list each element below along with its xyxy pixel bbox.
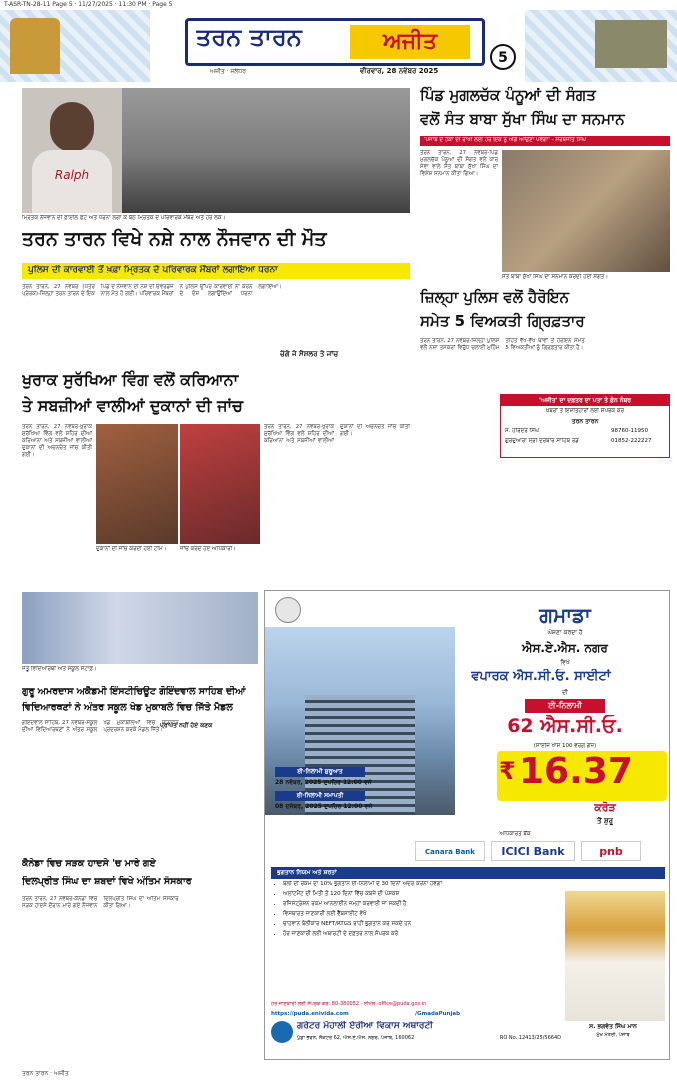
bottom-strip: ਤਰਨ ਤਾਰਨ · ਅਜੀਤ [22,1070,69,1077]
masthead-date: ਵੀਰਵਾਰ, 28 ਨਵੰਬਰ 2025 [360,67,439,75]
ad-terms-title: ਭੁਗਤਾਨ ਨਿਯਮ ਅਤੇ ਸ਼ਰਤਾਂ [277,869,337,876]
chief-minister-photo [565,891,665,1021]
ad-term-item: • ਚਾਹਵਾਨ ਬੋਲੀਕਾਰ NEFT/RTGS ਰਾਹੀਂ ਭੁਗਤਾਨ ਕਰ ਸਕਦੇ ਹਨ [283,921,665,928]
ad-term-item: • ਵਿਸਥਾਰਤ ਜਾਣਕਾਰੀ ਲਈ ਵੈੱਬਸਾਈਟ ਵੇਖੋ [283,911,665,918]
gmada-advertisement [264,590,670,1060]
bank-logo-icici: ICICI Bank [491,841,575,861]
ad-ro-number: RO No. 12413/25/5664D [499,1035,561,1041]
ad-announces: ਘੋਸ਼ਣਾ ਕਰਦਾ ਹੈ [547,629,583,636]
protest-photo [22,88,410,213]
masthead-paper-name: ਅਜੀਤ [350,25,470,59]
ad-website[interactable]: https://puda.enivida.com [271,1011,349,1017]
bank-logo-canara: Canara Bank [415,841,485,861]
story-body-drug-death [22,284,410,346]
ad-price-box [497,751,667,801]
cm-title: ਮੁੱਖ ਮੰਤਰੀ, ਪੰਜਾਬ [596,1032,630,1038]
story-headline-food-1: ਖੁਰਾਕ ਸੁਰੱਖਿਆ ਵਿੰਗ ਵਲੋਂ ਕਰਿਆਨਾ [22,370,239,389]
ad-crore: ਕਰੋੜ [594,801,616,814]
ad-brand: ਗਮਾਡਾ [539,603,591,627]
ajit-box-office: ਤਰਨ ਤਾਰਨ [571,418,599,425]
ad-start-label: ਈ-ਨਿਲਾਮੀ ਸ਼ੁਰੂਆਤ [275,767,365,777]
masthead-right-ornament [525,10,677,82]
sant-baba-photo-caption: ਸੰਤ ਬਾਬਾ ਸੁੱਖਾ ਸਿੰਘ ਦਾ ਸਨਮਾਨ ਕਰਦੀ ਹੋਈ ਸੰਗਤ। [502,274,609,280]
printer-strip: T-ASR-TN-28-11 Page 5 · 11/27/2025 · 11:30 PM · Page 5 [4,1,173,8]
ad-from: ਤੋਂ ਸ਼ੁਰੂ [597,817,613,825]
story-body-paragraph: ਤਰਨ ਤਾਰਨ, 27 ਨਵੰਬਰ (ਪੱਤਰ ਪ੍ਰੇਰਕ)-ਜ਼ਿਲ੍ਹਾ ਤਰਨ ਤਾਰਨ ਦੇ ਇਕ ਪਿੰਡ ਦੇ ਨੌਜਵਾਨ ਦੀ ਨਸ਼ੇ ਦੀ ਓਵਰਡੋਜ਼ ਨਾਲ ਮੌਤ ਹੋ ਗਈ। ਪਰਿਵਾਰਕ ਮੈਂਬਰਾਂ ਨੇ ਪੁਲਿਸ ਉੱਪਰ ਕਾਰਵਾਈ ਨਾ ਕਰਨ ਦੇ ਦੋਸ਼ ਲਗਾਉਂਦਿਆਂ ਧਰਨਾ ਲਗਾਇਆ। [22,284,282,297]
protest-photo-caption: ਮ੍ਰਿਤਕ ਨੌਜਵਾਨ ਦੀ ਫ਼ਾਈਲ ਫ਼ੋਟੋ ਅਤੇ ਧਰਨਾ ਲਗਾ ਕੇ ਬੈਠੇ ਮ੍ਰਿਤਕ ਦੇ ਪਰਿਵਾਰਕ ਮੈਂਬਰ ਅਤੇ ਹੋਰ ਲੋਕ। [22,215,226,221]
ad-price-symbol: ₹ [499,757,516,785]
ad-term-item: • ਅਲਾਟਮੈਂਟ ਦੀ ਮਿਤੀ ਤੋਂ 120 ਦਿਨਾਂ ਵਿੱਚ ਕਬਜ਼ੇ ਦੀ ਪੇਸ਼ਕਸ਼ [283,891,665,898]
building-image [595,20,667,68]
school-photo [22,592,258,664]
story-body-heroin [420,338,670,393]
masthead-left-ornament [0,10,150,82]
story-headline-food-2: ਤੇ ਸਬਜ਼ੀਆਂ ਵਾਲੀਆਂ ਦੁਕਾਨਾਂ ਦੀ ਜਾਂਚ [22,396,243,415]
ad-end-date: 08 ਦਸੰਬਰ, 2025 ਦੁਪਹਿਰ 12:00 ਵਜੇ [275,803,373,810]
ad-size-note: (ਸਾਈਜ਼ ਖਾਸ 100 ਵਰਗ ਗਜ਼) [533,743,597,749]
masthead-title-box [185,18,485,66]
ajit-box-row1-phone: 98760-11950 [611,428,648,434]
ad-count: 62 ਐਸ.ਸੀ.ਓ. [507,715,623,737]
story-headline-school-2: ਵਿਦਿਆਰਥਣਾਂ ਨੇ ਅੰਤਰ ਸਕੂਲ ਖੇਡ ਮੁਕਾਬਲੇ ਵਿਚ ਜਿੱਤੇ ਮੈਡਲ [22,702,233,713]
ad-authority: ਗਰੇਟਰ ਮੋਹਾਲੀ ਏਰੀਆ ਵਿਕਾਸ ਅਥਾਰਟੀ [297,1021,433,1031]
page-number-badge: 5 [490,44,516,70]
sant-baba-kicker: 'ਪੰਜਾਬ ਦੇ ਹੱਕਾਂ ਦੀ ਰਾਖੀ ਲਈ ਹਰ ਇਕ ਨੂੰ ਅੱਗੇ ਆਉਣਾ ਪਵੇਗਾ' - ਸਰਬਜੀਤ ਸਿੰਘ [424,137,586,143]
food-photo-1 [96,424,178,544]
school-side-head: ਪ੍ਰਾਪਤ ਨਹੀਂ ਹੋਏ ਕਣਕ [160,722,213,729]
gmada-logo-icon [271,1021,293,1043]
golden-temple-image [10,18,60,74]
ajit-box-row2-phone: 01852-222227 [611,438,652,444]
cm-name: ਸ. ਭਗਵੰਤ ਸਿੰਘ ਮਾਨ [589,1023,637,1030]
story-subhead-bar [22,263,410,279]
ad-in: ਵਿਖੇ [560,659,570,666]
story-headline-canada-1: ਕੈਨੇਡਾ ਵਿਚ ਸੜਕ ਹਾਦਸੇ 'ਚ ਮਾਰੇ ਗਏ [22,858,156,869]
ad-banks-label: ਅਧਿਕਾਰਤ ਬੈਂਕ [499,831,531,837]
story-body-sant-baba [420,150,498,280]
story-body-food-col2 [264,424,410,584]
bank-logo-pnb: pnb [581,841,641,861]
story-subhead-drug-death: ਪੁਲਿਸ ਦੀ ਕਾਰਵਾਈ ਤੋਂ ਖ਼ਫ਼ਾ ਮ੍ਰਿਤਕ ਦੇ ਪਰਿਵਾਰਕ ਮੈਂਬਰਾਂ ਲਗਾਇਆ ਧਰਨਾ [28,265,278,275]
ajit-contact-box [500,394,670,458]
school-photo-caption: ਜੇਤੂ ਵਿਦਿਆਰਥੀ ਅਤੇ ਸਕੂਲ ਸਟਾਫ਼। [22,666,97,672]
shirt-text: Ralph [54,168,90,182]
ad-start-date: 28 ਨਵੰਬਰ, 2025 ਦੁਪਹਿਰ 12:00 ਵਜੇ [275,779,372,786]
story-headline-sant-baba-2: ਵਲੋਂ ਸੰਤ ਬਾਬਾ ਸੁੱਖਾ ਸਿੰਘ ਦਾ ਸਨਮਾਨ [420,110,625,128]
story-body-canada [22,896,260,1066]
ad-social-handle[interactable]: /GmadaPunjab [415,1011,461,1017]
story-headline-school-1: ਗੁਰੂ ਅਮਰਦਾਸ ਅਕੈਡਮੀ ਇੰਸਟੀਚਿਊਟ ਗੋਇੰਦਵਾਲ ਸਾਹਿਬ ਦੀਆਂ [22,686,246,697]
ad-product: ਵਪਾਰਕ ਐਸ.ਸੀ.ਓ. ਸਾਈਟਾਂ [471,669,611,684]
ad-end-label: ਈ-ਨਿਲਾਮੀ ਸਮਾਪਤੀ [275,791,365,801]
masthead-city: ਤਰਨ ਤਾਰਨ [196,23,302,51]
punjab-emblem-icon [275,597,301,623]
story-headline-drug-death: ਤਰਨ ਤਾਰਨ ਵਿਖੇ ਨਸ਼ੇ ਨਾਲ ਨੌਜਵਾਨ ਦੀ ਮੌਤ [22,228,327,250]
ad-of: ਦੀ [562,689,568,696]
ad-term-item: • ਬੋਲੀ ਦੀ ਰਕਮ ਦਾ 10% ਭੁਗਤਾਨ ਈ-ਨਿਲਾਮੀ ਦੇ 30 ਦਿਨਾਂ ਅੰਦਰ ਕਰਨਾ ਹੋਵੇਗਾ [283,881,665,888]
masthead-subline: ਅਜੀਤ · ਜਲੰਧਰ [210,68,246,75]
story-body-paragraph: ਗੋਇੰਦਵਾਲ ਸਾਹਿਬ, 27 ਨਵੰਬਰ-ਸਕੂਲ ਦੀਆਂ ਵਿਦਿਆਰਥਣਾਂ ਨੇ ਅੰਤਰ ਸਕੂਲ ਖੇਡ ਮੁਕਾਬਲਿਆਂ ਵਿਚ ਸ਼ਾਨਦਾਰ ਪ੍ਰਦਰਸ਼ਨ ਕਰਕੇ ਮੈਡਲ ਜਿੱਤੇ। [22,720,179,733]
story-body-school [22,720,260,850]
ajit-box-row2-label: ਗੁਰਦੁਆਰਾ ਸ੍ਰੀ ਦਰਬਾਰ ਸਾਹਿਬ ਰੋਡ [505,438,579,444]
ad-auction-tag: ਈ-ਨਿਲਾਮੀ [525,699,605,713]
ad-price-value: 16.37 [519,751,633,792]
ad-term-item: • ਹੋਰ ਜਾਣਕਾਰੀ ਲਈ ਅਥਾਰਟੀ ਦੇ ਦਫ਼ਤਰ ਨਾਲ ਸੰਪਰਕ ਕਰੋ [283,931,665,938]
ajit-box-text: ਖ਼ਬਰਾਂ ਤੇ ਇਸ਼ਤਿਹਾਰਾਂ ਲਈ ਸੰਪਰਕ ਕਰੋ [545,408,625,414]
masthead [0,10,677,88]
food-photo-caption-2: ਜਾਂਚ ਕਰਦੇ ਹੋਏ ਅਧਿਕਾਰੀ। [180,546,236,552]
story-body-paragraph: ਤਰਨ ਤਾਰਨ, 27 ਨਵੰਬਰ-ਪਿੰਡ ਮੁਗਲਚੱਕ ਪੰਨੂਆਂ ਦੀ ਸੰਗਤ ਵਲੋਂ ਕਾਰ ਸੇਵਾ ਵਾਲੇ ਸੰਤ ਬਾਬਾ ਸੁੱਖਾ ਸਿੰਘ ਦਾ ਵਿਸ਼ੇਸ਼ ਸਨਮਾਨ ਕੀਤਾ ਗਿਆ। [420,150,498,177]
story-headline-sant-baba-1: ਪਿੰਡ ਮੁਗਲਚੱਕ ਪੰਨੂਆਂ ਦੀ ਸੰਗਤ [420,86,596,104]
ad-address: ਪੁੱਡਾ ਭਵਨ, ਸੈਕਟਰ 62, ਐਸ.ਏ.ਐਸ. ਨਗਰ, ਪੰਜਾਬ, 160062 [297,1035,415,1041]
food-side-head: ਚੰਗੇ ਜੇ ਸੋਸ਼ਲਰ ਤੇ ਜਾਂਚ [280,350,339,358]
story-body-paragraph: ਤਰਨ ਤਾਰਨ, 27 ਨਵੰਬਰ-ਜ਼ਿਲ੍ਹਾ ਪੁਲਿਸ ਵਲੋਂ ਨਸ਼ਾ ਤਸਕਰਾਂ ਵਿਰੁੱਧ ਚਲਾਈ ਮੁਹਿੰਮ ਤਹਿਤ ਵੱਖ-ਵੱਖ ਥਾਵਾਂ ਤੋਂ ਹੈਰੋਇਨ ਸਮੇਤ 5 ਵਿਅਕਤੀਆਂ ਨੂੰ ਗ੍ਰਿਫ਼ਤਾਰ ਕੀਤਾ ਹੈ। [420,338,585,351]
story-body-paragraph: ਤਰਨ ਤਾਰਨ, 27 ਨਵੰਬਰ-ਖੁਰਾਕ ਸੁਰੱਖਿਆ ਵਿੰਗ ਵਲੋਂ ਸ਼ਹਿਰ ਦੀਆਂ ਕਰਿਆਨਾ ਅਤੇ ਸਬਜ਼ੀਆਂ ਵਾਲੀਆਂ ਦੁਕਾਨਾਂ ਦੀ ਅਚਨਚੇਤ ਜਾਂਚ ਕੀਤੀ ਗਈ। [264,424,410,444]
story-body-paragraph: ਤਰਨ ਤਾਰਨ, 27 ਨਵੰਬਰ-ਕੈਨੇਡਾ ਵਿਚ ਸੜਕ ਹਾਦਸੇ ਦੌਰਾਨ ਮਾਰੇ ਗਏ ਨੌਜਵਾਨ ਦਿਲਪ੍ਰੀਤ ਸਿੰਘ ਦਾ ਅੰਤਿਮ ਸੰਸਕਾਰ ਕੀਤਾ ਗਿਆ। [22,896,179,909]
sant-baba-photo [502,150,670,272]
ad-city: ਐਸ.ਏ.ਐਸ. ਨਗਰ [522,641,608,655]
sant-baba-kicker-bar [420,136,670,146]
victim-photo [22,88,122,213]
food-photo-2 [180,424,260,544]
ajit-box-title: 'ਅਜੀਤ' ਦਾ ਦਫ਼ਤਰ ਦਾ ਪਤਾ ਤੇ ਫ਼ੋਨ ਨੰਬਰ [501,395,669,406]
story-body-paragraph: ਤਰਨ ਤਾਰਨ, 27 ਨਵੰਬਰ-ਖੁਰਾਕ ਸੁਰੱਖਿਆ ਵਿੰਗ ਵਲੋਂ ਸ਼ਹਿਰ ਦੀਆਂ ਕਰਿਆਨਾ ਅਤੇ ਸਬਜ਼ੀਆਂ ਵਾਲੀਆਂ ਦੁਕਾਨਾਂ ਦੀ ਅਚਨਚੇਤ ਜਾਂਚ ਕੀਤੀ ਗਈ। [22,424,92,458]
story-headline-canada-2: ਦਿਲਪ੍ਰੀਤ ਸਿੰਘ ਦਾ ਸ਼ਬਦਾਂ ਵਿਖੇ ਅੰਤਿਮ ਸੰਸਕਾਰ [22,876,192,887]
ad-contact: ਹੋਰ ਜਾਣਕਾਰੀ ਲਈ ਸੰਪਰਕ ਕਰੋ: 80-380052 · ਈਮੇਲ: office@puda.gov.in [271,1001,427,1007]
face-shape [50,102,94,152]
story-headline-heroin-1: ਜ਼ਿਲ੍ਹਾ ਪੁਲਿਸ ਵਲੋਂ ਹੈਰੋਇਨ [420,288,570,306]
ad-terms-bar [271,867,665,879]
story-headline-heroin-2: ਸਮੇਤ 5 ਵਿਅਕਤੀ ਗ੍ਰਿਫ਼ਤਾਰ [420,312,585,330]
food-photo-caption-1: ਦੁਕਾਨਾਂ ਦੀ ਜਾਂਚ ਕਰਦੀ ਹੋਈ ਟੀਮ। [96,546,167,552]
ad-term-item: • ਰਜਿਸਟ੍ਰੇਸ਼ਨ ਰਕਮ ਆਨਲਾਈਨ ਜਮ੍ਹਾਂ ਕਰਵਾਈ ਜਾ ਸਕਦੀ ਹੈ [283,901,665,908]
ajit-box-row1-label: ਸ. ਹਰਿੰਦਰ ਸਿੰਘ [505,428,540,434]
